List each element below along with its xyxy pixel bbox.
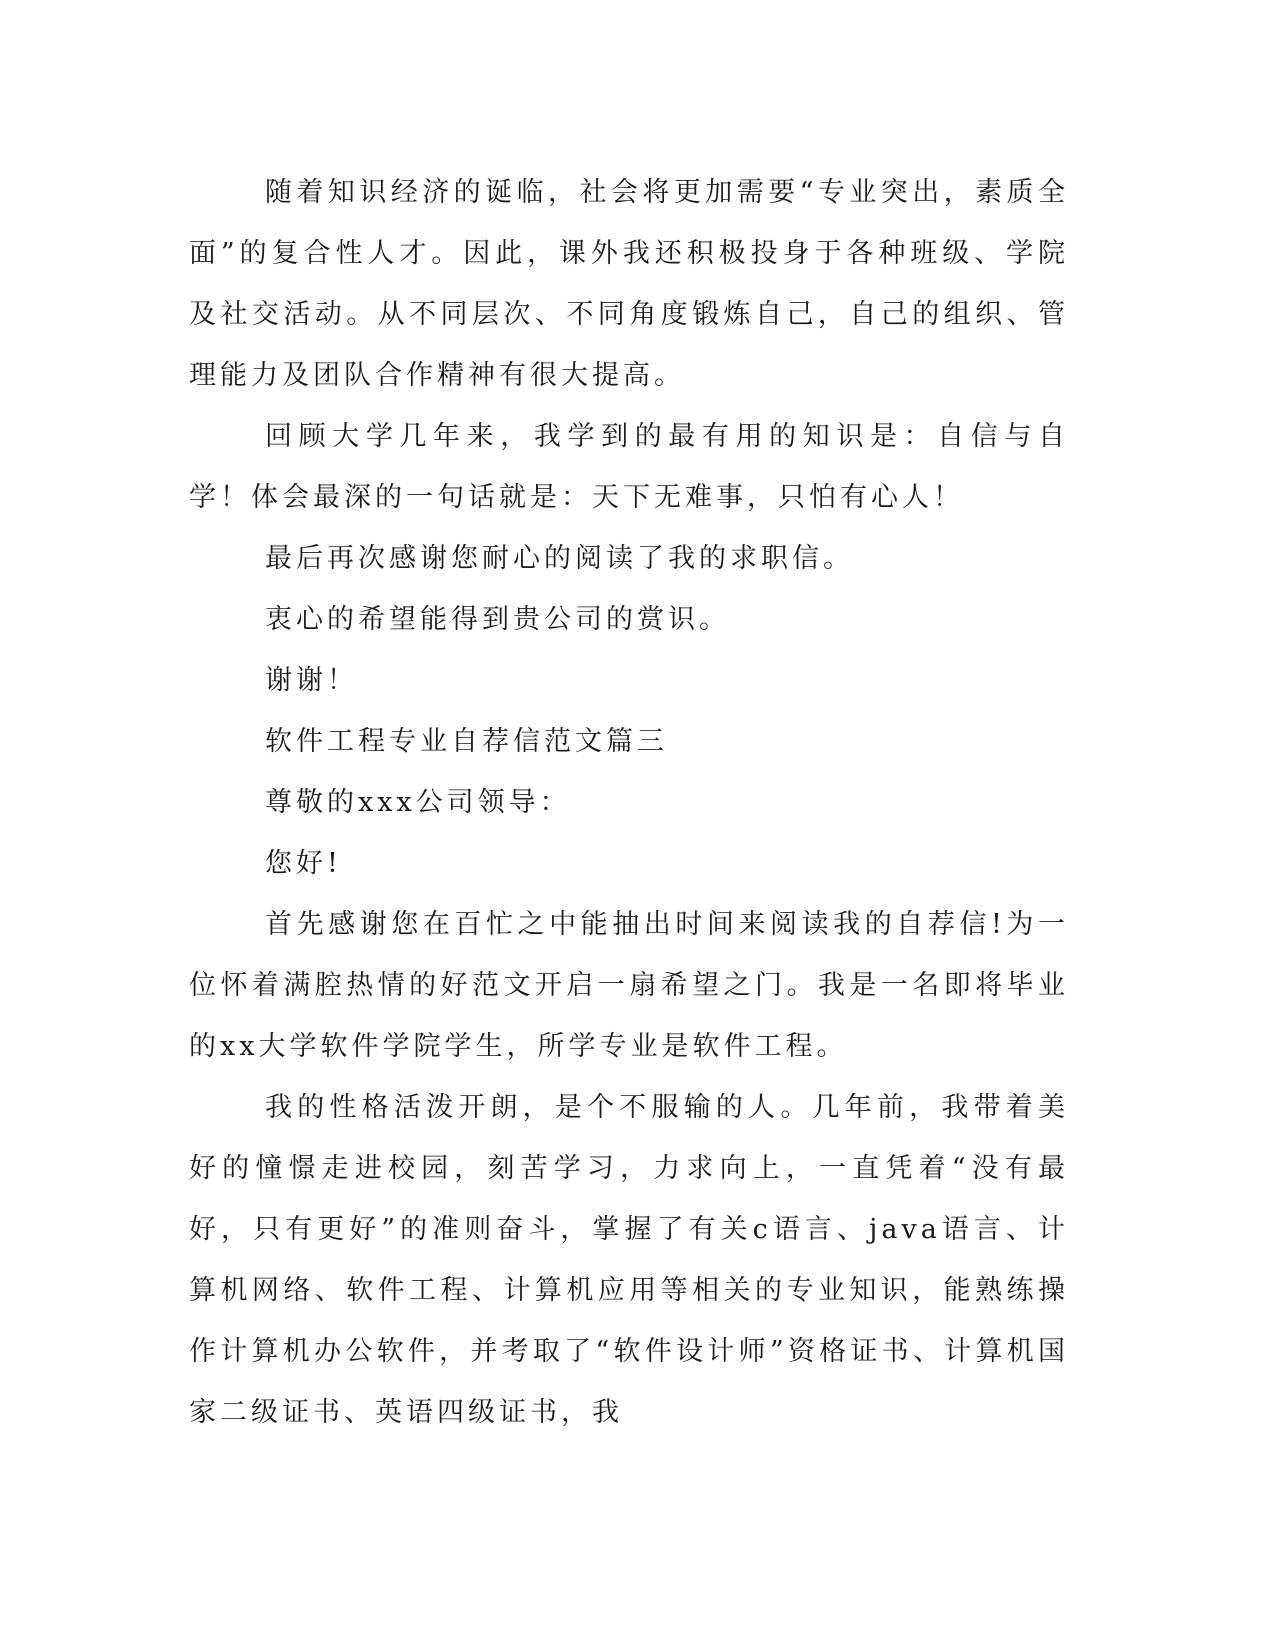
paragraph-introduction: 首先感谢您在百忙之中能抽出时间来阅读我的自荐信!为一位怀着满腔热情的好范文开启一扇希望之门。我是一名即将毕业的xx大学软件学院学生，所学专业是软件工程。 [189,909,1069,1062]
paragraph-thanks-reading: 最后再次感谢您耐心的阅读了我的求职信。 [265,543,854,574]
paragraph-composite-talent: 随着知识经济的诞临，社会将更加需要“专业突出，素质全面”的复合性人才。因此，课外我还积极投身于各种班级、学院及社交活动。从不同层次、不同角度锻炼自己，自己的组织、管理能力及团队合作精神有很大提高。 [189,177,1069,391]
paragraph-personality-skills: 我的性格活泼开朗，是个不服输的人。几年前，我带着美好的憧憬走进校园，刻苦学习，力求向上，一直凭着“没有最好，只有更好”的准则奋斗，掌握了有关c语言、java语言、计算机网络、软件工程、计算机应用等相关的专业知识，能熟练操作计算机办公软件，并考取了“软件设计师”资格证书、计算机国家二级证书、英语四级证书，我 [189,1092,1069,1428]
paragraph-review-college: 回顾大学几年来，我学到的最有用的知识是：自信与自学！体会最深的一句话就是：天下无难事，只怕有心人！ [189,421,1069,513]
document-body [189,162,1069,1443]
salutation: 尊敬的xxx公司领导： [265,787,571,818]
paragraph-thank-you: 谢谢！ [265,665,358,696]
greeting: 您好! [265,848,342,879]
paragraph-hope-recognition: 衷心的希望能得到贵公司的赏识。 [265,604,730,635]
section-heading: 软件工程专业自荐信范文篇三 [265,726,668,757]
